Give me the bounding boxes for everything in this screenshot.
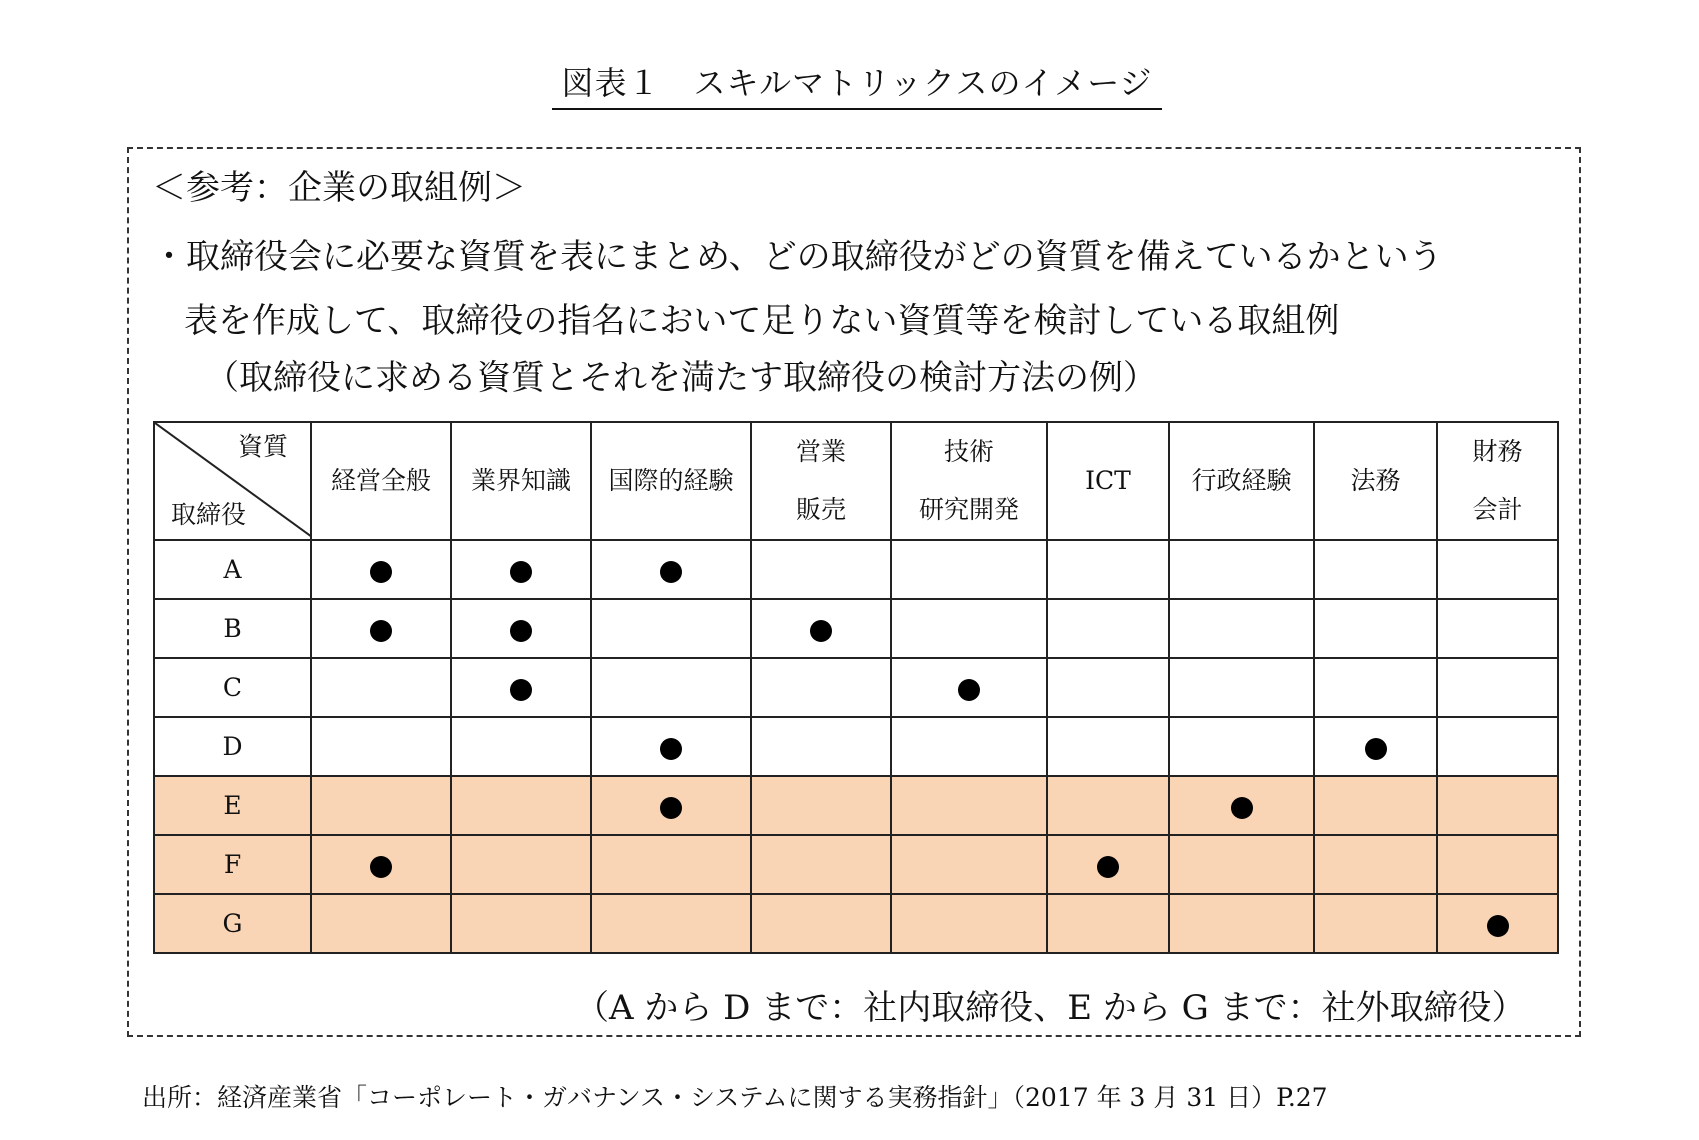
- skill-cell: [1437, 894, 1558, 953]
- skill-cell: [1437, 835, 1558, 894]
- skill-cell: [1437, 717, 1558, 776]
- skill-cell: [591, 540, 751, 599]
- skill-cell: [451, 894, 591, 953]
- parenthetical-note: （取締役に求める資質とそれを満たす取締役の検討方法の例）: [205, 358, 1157, 398]
- skill-cell: [751, 540, 891, 599]
- skill-cell: [1169, 835, 1314, 894]
- director-row: [154, 658, 1558, 717]
- skill-cell: [1169, 894, 1314, 953]
- column-header-line: 会計: [1472, 495, 1523, 524]
- skill-cell: [591, 776, 751, 835]
- skill-mark-dot: [370, 620, 392, 642]
- column-header: [1314, 422, 1437, 540]
- skill-cell: [1437, 540, 1558, 599]
- skill-cell: [311, 776, 451, 835]
- director-label: D: [154, 717, 311, 776]
- skill-cell: [751, 599, 891, 658]
- column-header-line: 業界知識: [470, 466, 571, 495]
- skill-mark-dot: [958, 679, 980, 701]
- skill-mark-dot: [660, 797, 682, 819]
- column-header: [591, 422, 751, 540]
- director-row: [154, 776, 1558, 835]
- reference-heading: ＜参考：企業の取組例＞: [152, 168, 526, 208]
- bullet-line-1: ・取締役会に必要な資質を表にまとめ、どの取締役がどの資質を備えているかという: [152, 237, 1443, 277]
- skill-cell: [1047, 835, 1169, 894]
- skill-cell: [591, 599, 751, 658]
- skill-cell: [891, 599, 1047, 658]
- corner-label-skill: 資質: [237, 432, 288, 461]
- skill-cell: [1169, 776, 1314, 835]
- skill-cell: [1314, 835, 1437, 894]
- director-row: [154, 835, 1558, 894]
- legend-note: （A から D まで：社内取締役、E から G まで：社外取締役）: [575, 988, 1526, 1028]
- column-header: [891, 422, 1047, 540]
- director-label: B: [154, 599, 311, 658]
- skill-mark-dot: [370, 561, 392, 583]
- skill-cell: [751, 776, 891, 835]
- column-header-line: 研究開発: [918, 495, 1019, 524]
- skill-cell: [1047, 717, 1169, 776]
- skill-mark-dot: [1365, 738, 1387, 760]
- skill-mark-dot: [1231, 797, 1253, 819]
- column-header: [451, 422, 591, 540]
- column-header-line: 財務: [1472, 437, 1523, 466]
- skill-mark-dot: [510, 679, 532, 701]
- skill-mark-dot: [510, 561, 532, 583]
- skill-cell: [311, 658, 451, 717]
- director-label: E: [154, 776, 311, 835]
- skill-cell: [1437, 776, 1558, 835]
- skill-cell: [311, 717, 451, 776]
- skill-cell: [311, 540, 451, 599]
- skill-cell: [591, 658, 751, 717]
- column-header-line: 営業: [795, 437, 846, 466]
- corner-header-cell: [154, 422, 311, 540]
- skill-cell: [1314, 599, 1437, 658]
- bullet-text: [152, 225, 1572, 353]
- skill-cell: [891, 835, 1047, 894]
- skill-cell: [451, 717, 591, 776]
- matrix-body: [154, 540, 1558, 953]
- bullet-line-2: 表を作成して、取締役の指名において足りない資質等を検討している取組例: [184, 301, 1340, 341]
- skill-cell: [1169, 717, 1314, 776]
- skill-cell: [1169, 540, 1314, 599]
- figure-title: 図表１ スキルマトリックスのイメージ: [552, 58, 1162, 110]
- director-label: C: [154, 658, 311, 717]
- skill-cell: [311, 599, 451, 658]
- skill-mark-dot: [510, 620, 532, 642]
- skill-cell: [751, 658, 891, 717]
- director-label: F: [154, 835, 311, 894]
- skill-cell: [1314, 717, 1437, 776]
- header-row: [154, 422, 1558, 540]
- skill-matrix-table: [153, 421, 1559, 954]
- skill-cell: [1437, 599, 1558, 658]
- skill-cell: [1047, 658, 1169, 717]
- column-header-line: 行政経験: [1191, 466, 1292, 495]
- skill-cell: [1047, 894, 1169, 953]
- skill-mark-dot: [370, 856, 392, 878]
- director-label: A: [154, 540, 311, 599]
- skill-cell: [591, 717, 751, 776]
- skill-cell: [1314, 894, 1437, 953]
- skill-mark-dot: [810, 620, 832, 642]
- skill-cell: [451, 776, 591, 835]
- skill-cell: [591, 835, 751, 894]
- column-header: [1047, 422, 1169, 540]
- column-header: [1169, 422, 1314, 540]
- column-header-line: ICT: [1085, 466, 1131, 495]
- column-header: [311, 422, 451, 540]
- skill-cell: [891, 540, 1047, 599]
- column-header: [751, 422, 891, 540]
- skill-cell: [311, 835, 451, 894]
- skill-cell: [451, 599, 591, 658]
- skill-cell: [891, 717, 1047, 776]
- skill-cell: [451, 658, 591, 717]
- column-header: [1437, 422, 1558, 540]
- director-row: [154, 540, 1558, 599]
- director-row: [154, 599, 1558, 658]
- skill-cell: [1437, 658, 1558, 717]
- skill-cell: [891, 894, 1047, 953]
- skill-cell: [451, 835, 591, 894]
- skill-cell: [1047, 540, 1169, 599]
- director-row: [154, 717, 1558, 776]
- skill-cell: [891, 658, 1047, 717]
- skill-cell: [1314, 658, 1437, 717]
- skill-cell: [591, 894, 751, 953]
- skill-cell: [1047, 599, 1169, 658]
- skill-mark-dot: [1487, 915, 1509, 937]
- skill-cell: [891, 776, 1047, 835]
- skill-cell: [1314, 776, 1437, 835]
- skill-cell: [1169, 658, 1314, 717]
- skill-cell: [751, 894, 891, 953]
- director-row: [154, 894, 1558, 953]
- skill-cell: [751, 835, 891, 894]
- column-header-line: 法務: [1350, 466, 1401, 495]
- column-header-line: 経営全般: [330, 466, 431, 495]
- skill-cell: [751, 717, 891, 776]
- director-label: G: [154, 894, 311, 953]
- skill-mark-dot: [660, 738, 682, 760]
- column-header-line: 技術: [943, 437, 994, 466]
- corner-label-director: 取締役: [171, 500, 247, 529]
- skill-mark-dot: [1097, 856, 1119, 878]
- skill-cell: [1169, 599, 1314, 658]
- skill-cell: [451, 540, 591, 599]
- source-citation: 出所：経済産業省「コーポレート・ガバナンス・システムに関する実務指針」（2017 年 3 月 31 日）P.27: [142, 1083, 1328, 1112]
- skill-mark-dot: [660, 561, 682, 583]
- skill-cell: [1047, 776, 1169, 835]
- column-header-line: 国際的経験: [608, 466, 734, 495]
- skill-cell: [311, 894, 451, 953]
- column-header-line: 販売: [795, 495, 846, 524]
- skill-cell: [1314, 540, 1437, 599]
